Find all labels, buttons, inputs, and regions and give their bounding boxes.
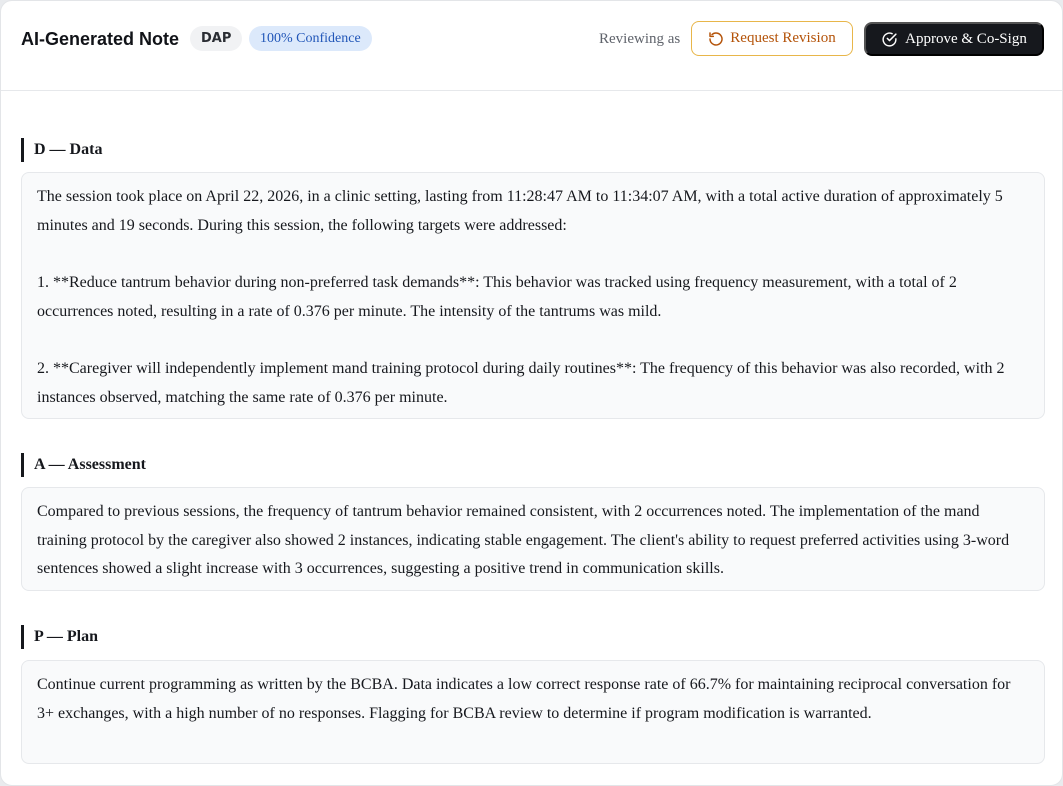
section-body-data (21, 172, 1045, 419)
request-revision-label: Request Revision (730, 30, 836, 46)
approve-cosign-label: Approve & Co-Sign (905, 30, 1027, 47)
data-paragraph: 2. **Caregiver will independently implement mand training protocol during daily routines**: The frequency of this behavior was also recorded, with 2 instances observed, matching the same rate of 0.376 per minute. (37, 360, 1005, 406)
rotate-ccw-icon (708, 31, 724, 47)
note-title: AI-Generated Note (21, 29, 180, 49)
data-paragraph: The session took place on April 22, 2026, in a clinic setting, lasting from 11:28:47 AM to 11:34:07 AM, with a total active duration of approximately 5 minutes and 19 seconds. During this session, the following targets were addressed: (37, 188, 1003, 234)
section-heading-plan: P — Plan (21, 625, 98, 649)
data-paragraph: 1. **Reduce tantrum behavior during non-preferred task demands**: This behavior was tracked using frequency measurement, with a total of 2 occurrences noted, resulting in a rate of 0.376 per minute. The intensity of the tantrums was mild. (37, 274, 957, 320)
section-heading-data: D — Data (21, 138, 102, 162)
request-revision-button[interactable] (691, 21, 853, 56)
note-type-badge: DAP (190, 26, 242, 51)
approve-cosign-button[interactable] (864, 22, 1044, 56)
note-header (1, 1, 1062, 91)
section-body-plan (21, 660, 1045, 764)
section-heading-assessment: A — Assessment (21, 453, 146, 477)
reviewing-as-label: Reviewing as (599, 31, 681, 47)
check-circle-icon (881, 31, 898, 48)
section-body-assessment (21, 487, 1045, 591)
plan-paragraph: Continue current programming as written by the BCBA. Data indicates a low correct response rate of 66.7% for maintaining reciprocal conversation for 3+ exchanges, with a high number of no responses. Flagging for BCBA review to determine if program modification is warranted. (37, 676, 1011, 722)
assessment-paragraph: Compared to previous sessions, the frequency of tantrum behavior remained consistent, with 2 occurrences noted. The implementation of the mand training protocol by the caregiver also showed 2 instances, indicating stable engagement. The client's ability to request preferred activities using 3-word sentences showed a slight increase with 3 occurrences, suggesting a positive trend in communication skills. (37, 503, 1010, 578)
confidence-badge: 100% Confidence (249, 26, 372, 51)
